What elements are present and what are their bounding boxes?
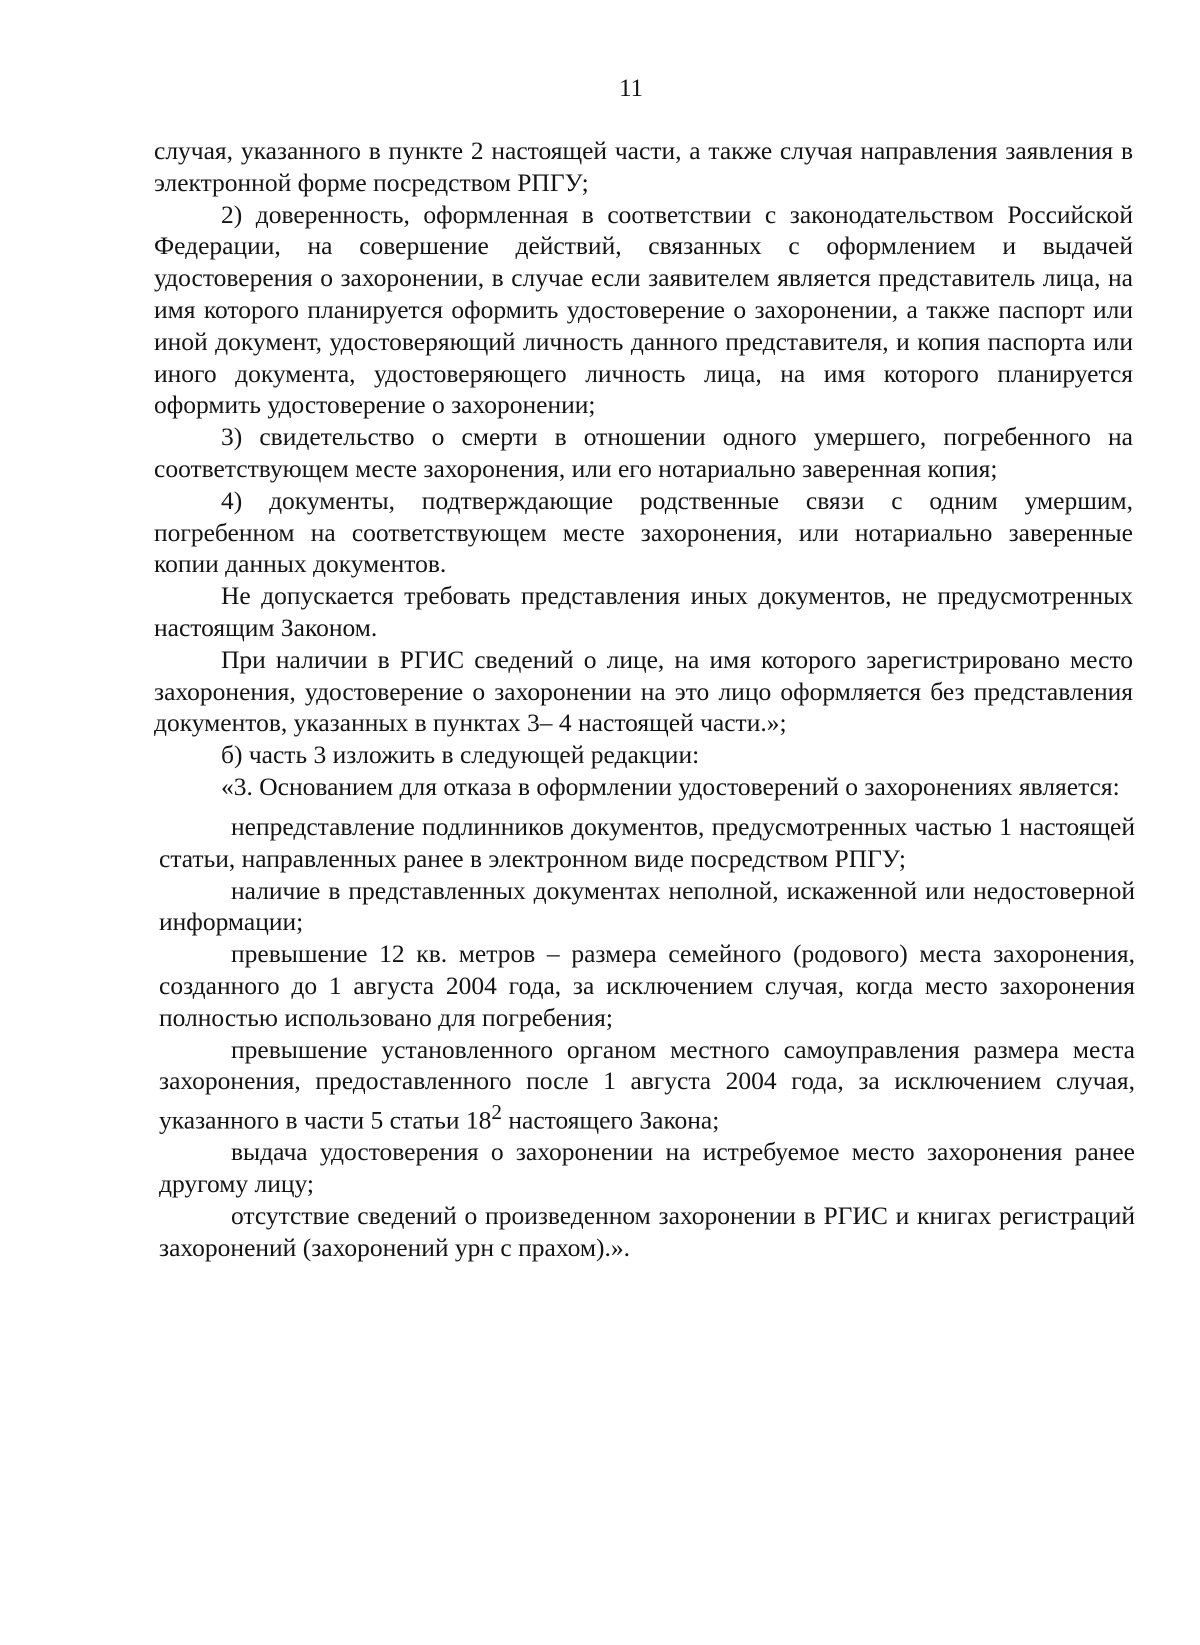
- paragraph-refusal-grounds-intro: «3. Основанием для отказа в оформлении удостоверений о захоронениях является:: [221, 771, 1120, 801]
- article-superscript: 2: [491, 1100, 502, 1125]
- paragraph-ground-exceeding-local-size: [159, 1034, 1135, 1137]
- paragraph-ground-incomplete-information: наличие в представленных документах неполной, искаженной или недостоверной информации;: [159, 875, 1135, 937]
- text-block-upper: [154, 135, 1133, 803]
- paragraph-item-4-kinship-documents: 4) документы, подтверждающие родственные связи с одним умершим, погребенном на соответствующем месте захоронения, или нотариально заверенные копии данных документов.: [154, 485, 1133, 579]
- paragraph-no-other-documents: Не допускается требовать представления иных документов, не предусмотренных настоящим Законом.: [154, 581, 1133, 642]
- paragraph-continuation: случая, указанного в пункте 2 настоящей части, а также случая направления заявления в электронной форме посредством РПГУ;: [154, 136, 1133, 197]
- page-number: 11: [618, 75, 644, 102]
- paragraph-ground-previously-issued: выдача удостоверения о захоронении на истребуемое место захоронения ранее другому лицу;: [159, 1137, 1135, 1199]
- paragraph-ground-originals-missing: непредставление подлинников документов, предусмотренных частью 1 настоящей статьи, направленных ранее в электронном виде посредством РПГУ;: [159, 812, 1135, 873]
- paragraph-text: превышение установленного органом местного самоуправления размера места захоронения, предоставленного после 1 августа 2004 года, за исключением случая, указанного в части 5 статьи 18: [159, 1034, 1135, 1135]
- paragraph-item-2-power-of-attorney: 2) доверенность, оформленная в соответствии с законодательством Российской Федерации, на совершение действий, связанных с оформлением и выдачей удостоверения о захоронении, в случае если заявителем является представитель лица, на имя которого планируется оформить удостоверение о захоронении, а также паспорт или иной документ, удостоверяющий личность данного представителя, и копия паспорта или иного документа, удостоверяющего личность лица, на имя которого планируется оформить удостоверение о захоронении;: [154, 199, 1133, 420]
- text-block-lower: [159, 811, 1135, 1264]
- paragraph-item-3-death-certificate: 3) свидетельство о смерти в отношении одного умершего, погребенного на соответствующем месте захоронения, или его нотариально заверенная копия;: [154, 422, 1133, 483]
- paragraph-ground-exceeding-12-sq-m: превышение 12 кв. метров – размера семейного (родового) места захоронения, созданного до 1 августа 2004 года, за исключением случая, когда место захоронения полностью использовано для погребения;: [159, 939, 1135, 1032]
- paragraph-rgis-information: При наличии в РГИС сведений о лице, на имя которого зарегистрировано место захоронения, удостоверение о захоронении на это лицо оформляется без представления документов, указанных в пунктах 3– 4 настоящей части.»;: [154, 644, 1133, 738]
- paragraph-amend-part-3: б) часть 3 изложить в следующей редакции:: [221, 740, 700, 770]
- paragraph-ground-no-burial-records: отсутствие сведений о произведенном захоронении в РГИС и книгах регистраций захоронений (захоронений урн с прахом).».: [159, 1201, 1135, 1262]
- paragraph-text-end: настоящего Закона;: [501, 1105, 720, 1135]
